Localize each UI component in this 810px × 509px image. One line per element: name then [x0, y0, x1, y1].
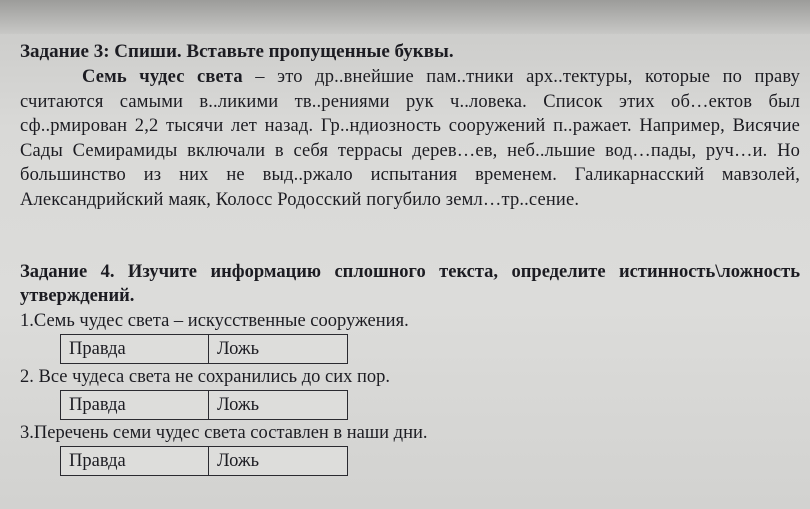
- answer-2-false-option[interactable]: Ложь: [217, 395, 260, 415]
- answer-row-1: [60, 334, 348, 364]
- task4-section: [20, 260, 800, 476]
- task4-title: Задание 4. Изучите информацию сплошного текста, определите истинность\ложность утверждений.: [20, 262, 800, 306]
- answer-row-3: [60, 446, 348, 476]
- question-3: 3.Перечень семи чудес света составлен в наши дни.: [20, 423, 428, 443]
- page-top-shadow: [0, 0, 810, 34]
- answer-1-false-option[interactable]: Ложь: [217, 339, 260, 359]
- task3-section: [20, 40, 800, 212]
- task3-text-body: – это др..внейшие пам..тники арх..тектуры, которые по праву считаются самыми в..ликими тв..рениями рук ч..ловека. Список этих об…ектов был сф..рмирован 2,2 тысячи лет назад. Гр..ндиозность сооружений п..ражает. Например, Висячие Сады Семирамиды включали в себя террасы дерев…ев, неб..льшие вод…пады, руч…и. Но большинство из них не выд..ржало испытания временем. Галикарнасский мавзолей, Александрийский маяк, Колосс Родосский погубило земл…тр..сение.: [20, 67, 800, 210]
- task3-title: Задание 3: Спиши. Вставьте пропущенные буквы.: [20, 41, 454, 62]
- answer-row-2: [60, 390, 348, 420]
- task3-paragraph: [20, 65, 800, 212]
- answer-3-true-option[interactable]: Правда: [61, 447, 209, 475]
- task3-lead-bold: Семь чудес света: [82, 67, 243, 87]
- question-1: 1.Семь чудес света – искусственные сооружения.: [20, 311, 409, 331]
- question-2: 2. Все чудеса света не сохранились до сих пор.: [20, 367, 391, 387]
- answer-1-true-option[interactable]: Правда: [61, 335, 209, 363]
- answer-2-true-option[interactable]: Правда: [61, 391, 209, 419]
- answer-3-false-option[interactable]: Ложь: [217, 451, 260, 471]
